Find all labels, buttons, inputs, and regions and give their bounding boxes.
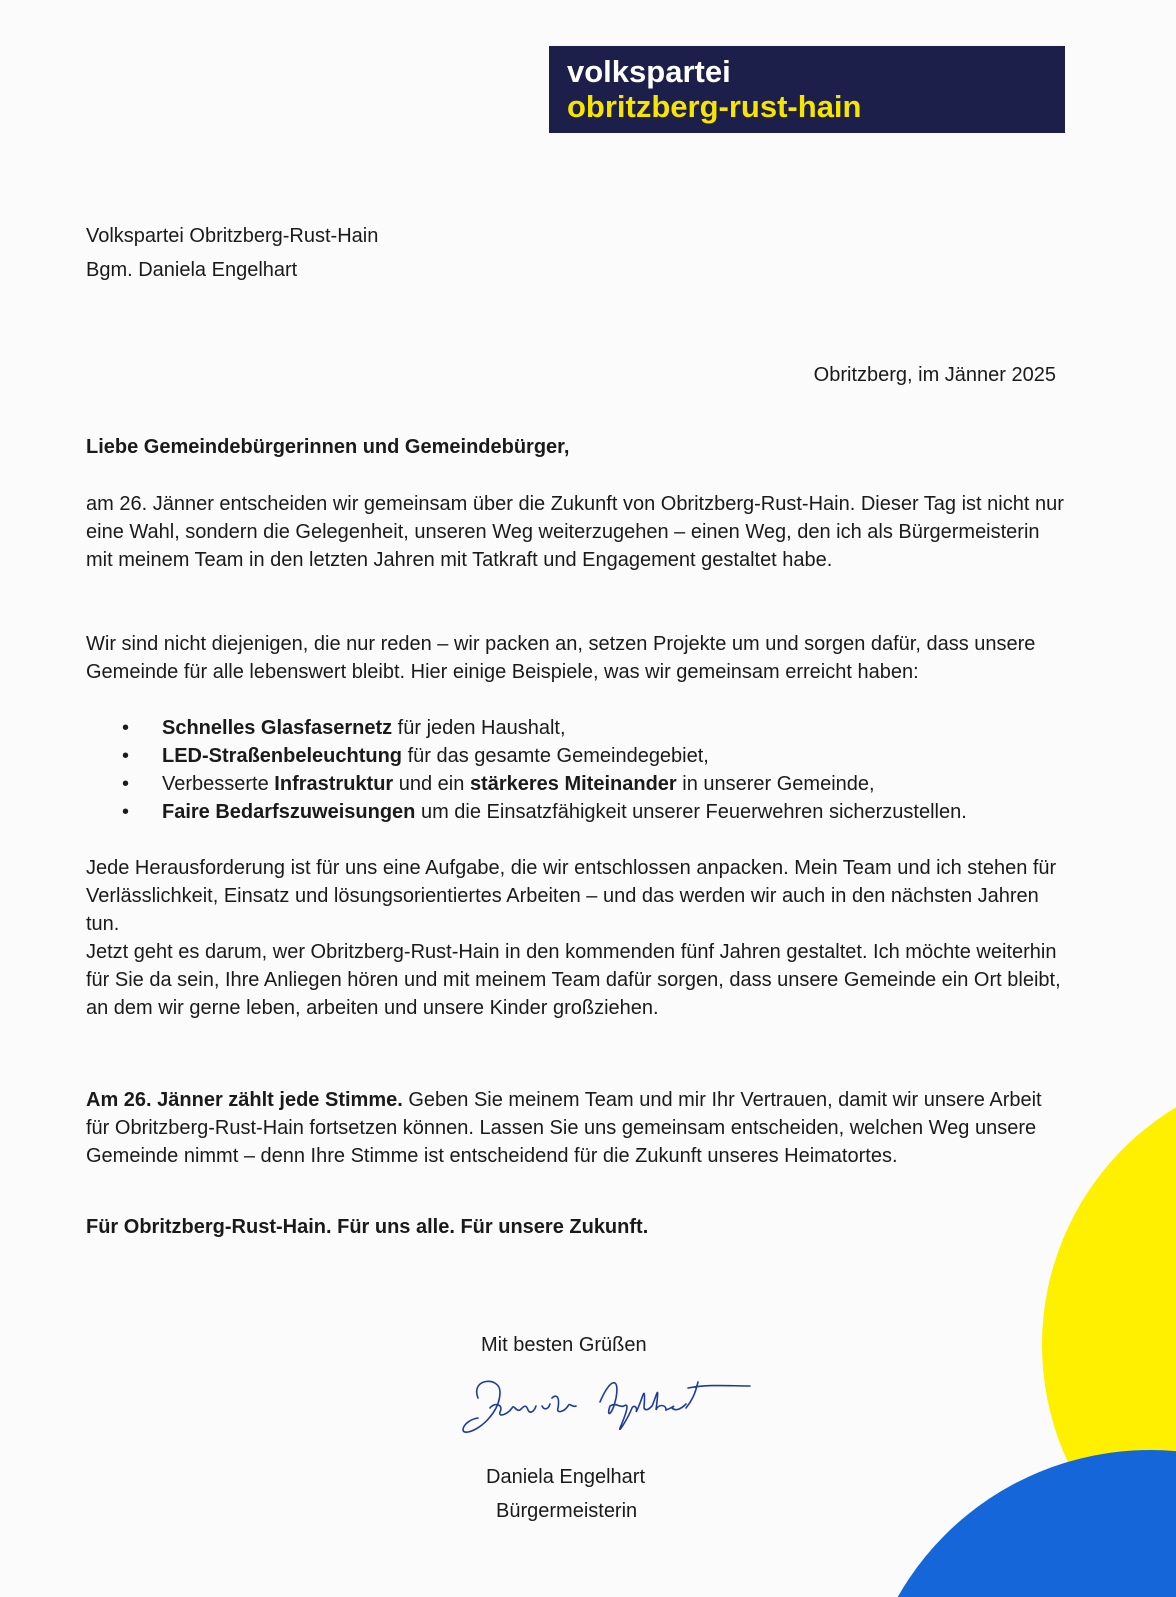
bullet-bold: Faire Bedarfszuweisungen — [162, 801, 416, 823]
bullet-text: für das gesamte Gemeindegebiet, — [402, 745, 709, 767]
paragraph-3: Jede Herausforderung ist für uns eine Aufgabe, die wir entschlossen anpacken. Mein Team und ich stehen für Verlässlichkeit, Einsatz und lösungsorientiertes Arbeiten – und das werden wir auch in den nächsten Jahren tun. — [86, 857, 1057, 935]
date-line: Obritzberg, im Jänner 2025 — [813, 364, 1056, 386]
blue-circle — [860, 1450, 1176, 1597]
bullet-bold: stärkeres Miteinander — [469, 773, 677, 795]
sender-org: Volkspartei Obritzberg-Rust-Hain — [86, 225, 379, 247]
paragraph-5-bold: Am 26. Jänner zählt jede Stimme. — [86, 1089, 403, 1111]
signer-name: Daniela Engelhart — [486, 1466, 645, 1488]
achievement-list — [86, 714, 1066, 826]
bullet-text: in unserer Gemeinde, — [676, 773, 875, 795]
logo-line-2: obritzberg-rust-hain — [567, 89, 862, 124]
bullet-text: um die Einsatzfähigkeit unserer Feuerwehren sicherzustellen. — [415, 801, 967, 823]
list-item — [86, 714, 1066, 742]
salutation: Liebe Gemeindebürgerinnen und Gemeindebürger, — [86, 436, 570, 458]
paragraph-1: am 26. Jänner entscheiden wir gemeinsam über die Zukunft von Obritzberg-Rust-Hain. Dieser Tag ist nicht nur eine Wahl, sondern die Gelegenheit, unseren Weg weiterzugehen – einen Weg, den ich als Bürgermeisterin mit meinem Team in den letzten Jahren mit Tatkraft und Engagement gestaltet habe. — [86, 493, 1064, 571]
bullet-bold: Infrastruktur — [274, 773, 394, 795]
list-item — [86, 742, 1066, 770]
logo-line-1: volkspartei — [567, 54, 731, 89]
paragraph-5 — [86, 1086, 1066, 1170]
bullet-bold: LED-Straßenbeleuchtung — [162, 745, 403, 767]
bullet-bold: Schnelles Glasfasernetz — [162, 717, 393, 739]
sender-block — [86, 219, 378, 287]
paragraph-2: Wir sind nicht diejenigen, die nur reden – wir packen an, setzen Projekte um und sorgen dafür, dass unsere Gemeinde für alle lebenswert bleibt. Hier einige Beispiele, was wir gemeinsam erreicht haben: — [86, 633, 1036, 683]
handwritten-signature — [460, 1368, 760, 1448]
closing-greeting: Mit besten Grüßen — [481, 1334, 647, 1356]
signer-title: Bürgermeisterin — [496, 1500, 638, 1522]
paragraph-5-rest: Geben Sie meinem Team und mir Ihr Vertrauen, damit wir unsere Arbeit für Obritzberg-Rust-Hain fortsetzen können. Lassen Sie uns gemeinsam entscheiden, welchen Weg unsere Gemeinde nimmt – denn Ihre Stimme ist entscheidend für die Zukunft unseres Heimatortes. — [86, 1089, 1042, 1167]
paragraph-4: Jetzt geht es darum, wer Obritzberg-Rust-Hain in den kommenden fünf Jahren gestaltet. Ich möchte weiterhin für Sie da sein, Ihre Anliegen hören und mit meinem Team dafür sorgen, dass unsere Gemeinde ein Ort bleibt, an dem wir gerne leben, arbeiten und unsere Kinder großziehen. — [86, 941, 1061, 1019]
slogan: Für Obritzberg-Rust-Hain. Für uns alle. Für unsere Zukunft. — [86, 1216, 649, 1238]
bullet-text: Verbesserte — [162, 773, 275, 795]
bullet-text: und ein — [393, 773, 470, 795]
party-logo — [549, 46, 1065, 133]
list-item — [86, 798, 1066, 826]
bullet-text: für jeden Haushalt, — [392, 717, 566, 739]
list-item — [86, 770, 1066, 798]
sender-name: Bgm. Daniela Engelhart — [86, 259, 298, 281]
